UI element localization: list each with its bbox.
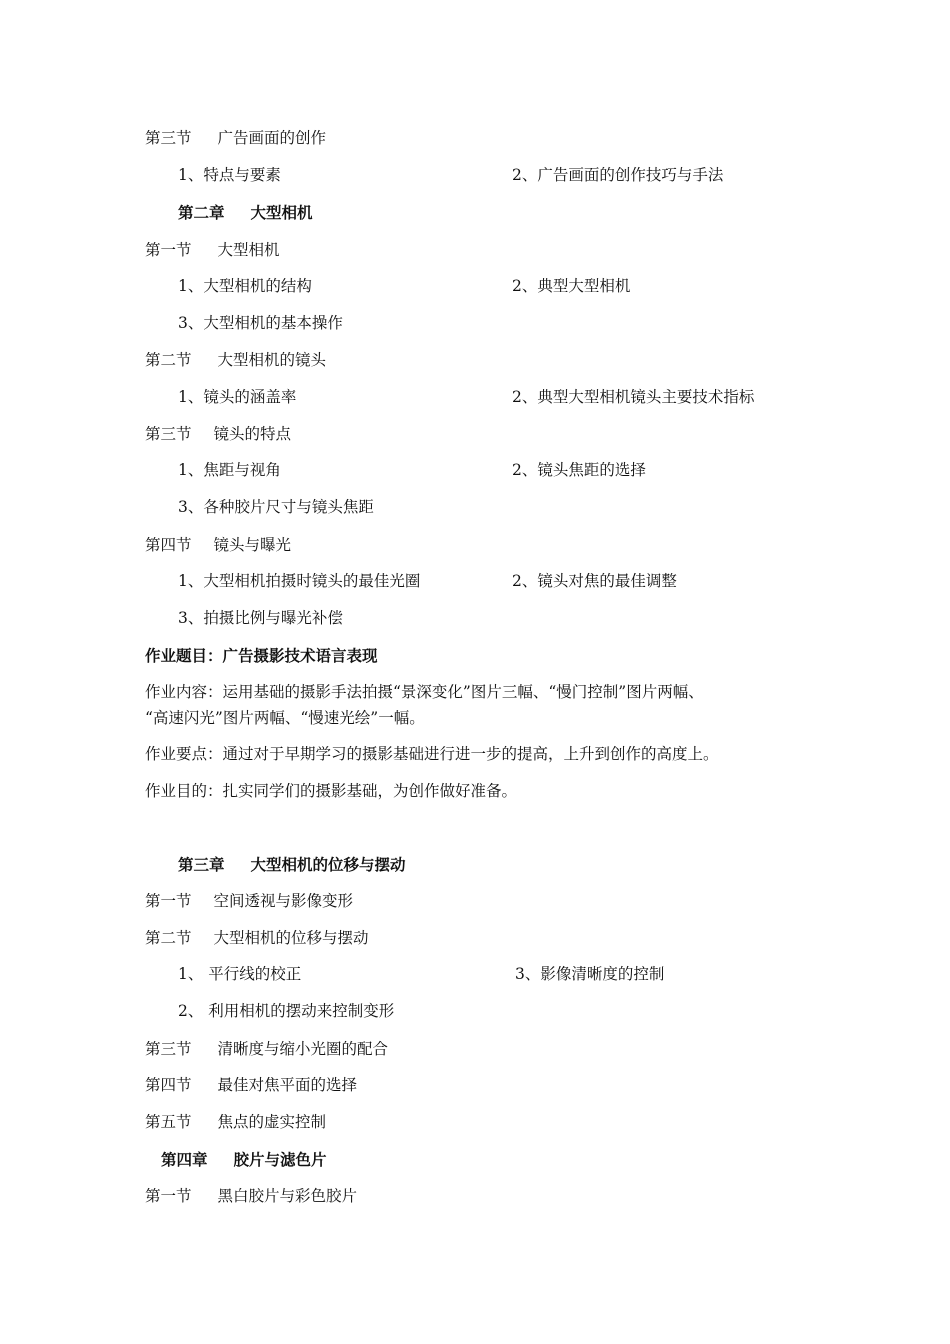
list-item: 2、 利用相机的摆动来控制变形 [178,1002,395,1020]
list-item: 2、典型大型相机镜头主要技术指标 [512,388,755,406]
section-heading: 第二节 大型相机的位移与摆动 [145,929,369,947]
section-heading: 第一节 大型相机 [145,241,280,259]
list-item: 2、广告画面的创作技巧与手法 [512,166,724,184]
section-heading: 第三节 广告画面的创作 [145,129,327,147]
chapter-heading: 第三章 大型相机的位移与摆动 [178,856,406,874]
homework-content-cont: “高速闪光”图片两幅、“慢速光绘”一幅。 [145,709,425,727]
homework-points: 作业要点：通过对于早期学习的摄影基础进行进一步的提高，上升到创作的高度上。 [145,745,719,763]
list-item: 1、 平行线的校正 [178,965,302,983]
chapter-heading: 第四章 胶片与滤色片 [161,1151,327,1169]
homework-title: 作业题目：广告摄影技术语言表现 [145,647,378,665]
list-item: 3、拍摄比例与曝光补偿 [178,609,343,627]
list-item: 1、大型相机拍摄时镜头的最佳光圈 [178,572,421,590]
section-heading: 第三节 镜头的特点 [145,425,292,443]
chapter-heading: 第二章 大型相机 [178,204,313,222]
list-item: 1、镜头的涵盖率 [178,388,297,406]
section-heading: 第三节 清晰度与缩小光圈的配合 [145,1040,389,1058]
list-item: 2、镜头焦距的选择 [512,461,646,479]
section-heading: 第四节 镜头与曝光 [145,536,292,554]
list-item: 3、大型相机的基本操作 [178,314,343,332]
list-item: 1、大型相机的结构 [178,277,312,295]
section-heading: 第一节 空间透视与影像变形 [145,892,354,910]
section-heading: 第一节 黑白胶片与彩色胶片 [145,1187,358,1205]
homework-content: 作业内容：运用基础的摄影手法拍摄“景深变化”图片三幅、“慢门控制”图片两幅、 [145,683,704,701]
list-item: 1、焦距与视角 [178,461,281,479]
list-item: 2、镜头对焦的最佳调整 [512,572,677,590]
list-item: 2、典型大型相机 [512,277,631,295]
section-heading: 第二节 大型相机的镜头 [145,351,327,369]
list-item: 3、各种胶片尺寸与镜头焦距 [178,498,374,516]
list-item: 3、影像清晰度的控制 [515,965,665,983]
section-heading: 第四节 最佳对焦平面的选择 [145,1076,358,1094]
section-heading: 第五节 焦点的虚实控制 [145,1113,327,1131]
homework-goal: 作业目的：扎实同学们的摄影基础，为创作做好准备。 [145,782,518,800]
list-item: 1、特点与要素 [178,166,281,184]
